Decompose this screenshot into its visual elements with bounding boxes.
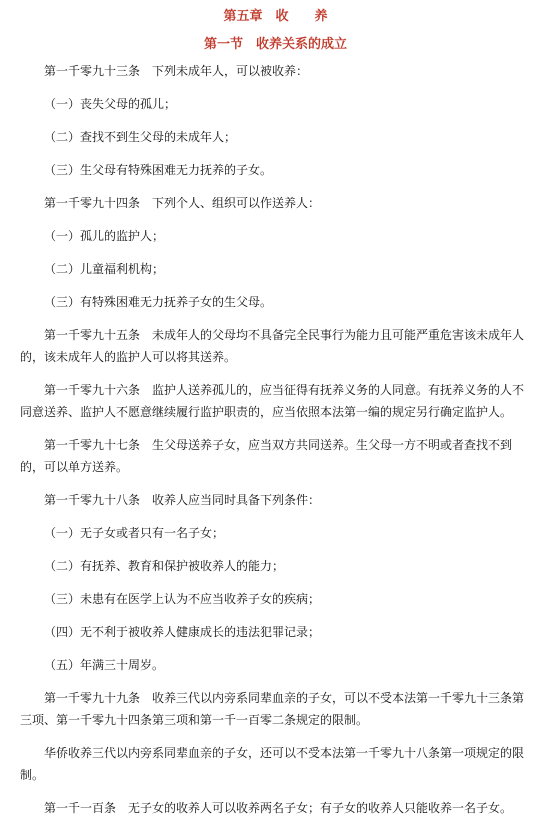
list-item: （二）查找不到生父母的未成年人； bbox=[44, 130, 237, 144]
list-item: （一）无子女或者只有一名子女； bbox=[44, 526, 225, 540]
list-item: （一）丧失父母的孤儿； bbox=[44, 97, 177, 111]
article-1093: 第一千零九十三条 下列未成年人，可以被收养： bbox=[44, 64, 309, 78]
article-1095: 第一千零九十五条 未成年人的父母均不具备完全民事行为能力且可能严重危害该未成年人的，该未成年人的监护人可以将其送养。 bbox=[20, 328, 525, 364]
article-1100: 第一千一百条 无子女的收养人可以收养两名子女；有子女的收养人只能收养一名子女。 bbox=[44, 801, 513, 815]
section-title: 第一节 收养关系的成立 bbox=[203, 37, 347, 52]
list-item: （四）无不利于被收养人健康成长的违法犯罪记录； bbox=[44, 625, 321, 639]
list-item: （三）有特殊困难无力抚养子女的生父母。 bbox=[44, 295, 273, 309]
list-item: （五）年满三十周岁。 bbox=[44, 658, 165, 672]
article-1099: 第一千零九十九条 收养三代以内旁系同辈血亲的子女，可以不受本法第一千零九十三条第三项、第一千零九十四条第三项和第一千一百零二条规定的限制。 bbox=[20, 691, 525, 727]
list-item: （三）未患有在医学上认为不应当收养子女的疾病； bbox=[44, 592, 321, 606]
article-1099-paragraph-2: 华侨收养三代以内旁系同辈血亲的子女，还可以不受本法第一千零九十八条第一项规定的限制。 bbox=[20, 746, 525, 782]
list-item: （三）生父母有特殊困难无力抚养的子女。 bbox=[44, 163, 273, 177]
list-item: （二）有抚养、教育和保护被收养人的能力； bbox=[44, 559, 285, 573]
article-1096: 第一千零九十六条 监护人送养孤儿的，应当征得有抚养义务的人同意。有抚养义务的人不同意送养、监护人不愿意继续履行监护职责的，应当依照本法第一编的规定另行确定监护人。 bbox=[20, 383, 525, 419]
list-item: （二）儿童福利机构； bbox=[44, 262, 165, 276]
article-1098: 第一千零九十八条 收养人应当同时具备下列条件： bbox=[44, 493, 321, 507]
article-1097: 第一千零九十七条 生父母送养子女，应当双方共同送养。生父母一方不明或者查找不到的，可以单方送养。 bbox=[20, 438, 513, 474]
chapter-title: 第五章 收 养 bbox=[223, 9, 328, 24]
article-1094: 第一千零九十四条 下列个人、组织可以作送养人： bbox=[44, 196, 321, 210]
list-item: （一）孤儿的监护人； bbox=[44, 229, 165, 243]
